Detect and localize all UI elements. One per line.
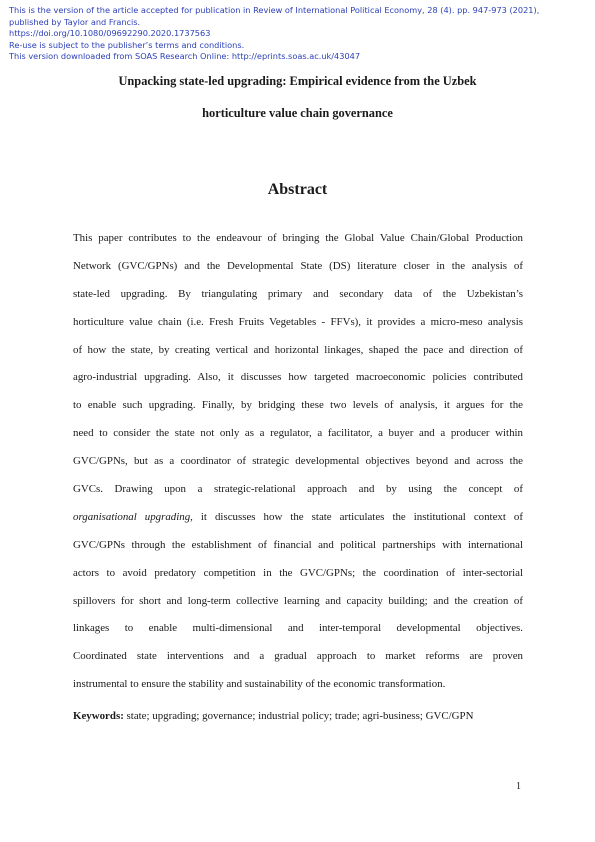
- abstract-text: instrumental to ensure the stability and sustainability of the economic transformation.: [73, 678, 446, 691]
- abstract-text: actors to avoid predatory competition in the GVC/GPNs; the coordination of inter-sectorial: [73, 566, 523, 579]
- keywords-label: Keywords:: [73, 710, 124, 722]
- abstract-line: [73, 671, 523, 699]
- abstract-text: spillovers for short and long-term collective learning and capacity building; and the creation of: [73, 594, 523, 607]
- abstract-text: GVC/GPNs through the establishment of financial and political partnerships with international: [73, 538, 523, 551]
- abstract-line: [73, 253, 523, 281]
- abstract-line: [73, 420, 523, 448]
- abstract-text: linkages to enable multi-dimensional and inter-temporal developmental objectives.: [73, 622, 523, 635]
- abstract-text: Coordinated state interventions and a gradual approach to market reforms are proven: [73, 650, 523, 663]
- abstract-line: [73, 309, 523, 337]
- abstract-line: [73, 392, 523, 420]
- keywords: [73, 710, 473, 722]
- repository-notice: [9, 5, 569, 63]
- abstract-text: Network (GVC/GPNs) and the Developmental State (DS) literature closer in the analysis of: [73, 259, 523, 272]
- abstract-line: [73, 588, 523, 616]
- repository-notice-line: Re-use is subject to the publisher’s terms and conditions.: [9, 39, 245, 50]
- keywords-text: state; upgrading; governance; industrial policy; trade; agri-business; GVC/GPN: [123, 710, 474, 722]
- abstract-line: [73, 476, 523, 504]
- abstract-text: GVC/GPNs, but as a coordinator of strategic developmental objectives beyond and across the: [73, 455, 523, 468]
- abstract-text: This paper contributes to the endeavour of bringing the Global Value Chain/Global Production: [73, 232, 523, 244]
- abstract-line: [73, 364, 523, 392]
- abstract-line: [73, 560, 523, 588]
- abstract-line: [73, 225, 523, 253]
- abstract-line: [73, 532, 523, 560]
- paper-title-line-1: Unpacking state-led upgrading: Empirical evidence from the Uzbek: [118, 74, 477, 88]
- repository-download-link[interactable]: This version downloaded from SOAS Research Online: http://eprints.soas.ac.uk/43047: [9, 51, 361, 62]
- abstract-italic-term: organisational upgrading: [73, 510, 191, 523]
- abstract-line: [73, 615, 523, 643]
- doi-link[interactable]: https://doi.org/10.1080/09692290.2020.1737563: [9, 28, 211, 39]
- abstract-line: [73, 448, 523, 476]
- abstract-line: [73, 643, 523, 671]
- paper-title-line-2: horticulture value chain governance: [202, 106, 393, 120]
- abstract-text: horticulture value chain (i.e. Fresh Fruits Vegetables - FFVs), it provides a micro-meso analysis: [73, 315, 523, 328]
- abstract-heading: Abstract: [267, 181, 328, 198]
- abstract-text: , it discusses how the state articulates the institutional context of: [190, 510, 523, 523]
- abstract-text: need to consider the state not only as a regulator, a facilitator, a buyer and a producer within: [73, 427, 523, 440]
- abstract-body: [73, 225, 523, 699]
- abstract-text: of how the state, by creating vertical and horizontal linkages, shaped the pace and direction of: [73, 343, 523, 356]
- abstract-line: [73, 337, 523, 365]
- repository-notice-line: published by Taylor and Francis.: [9, 16, 141, 27]
- abstract-text: state-led upgrading. By triangulating primary and secondary data of the Uzbekistan’s: [73, 287, 523, 300]
- abstract-text: to enable such upgrading. Finally, by bridging these two levels of analysis, it argues for the: [73, 399, 523, 412]
- abstract-line: [73, 504, 523, 532]
- abstract-text: agro-industrial upgrading. Also, it discusses how targeted macroeconomic policies contributed: [73, 371, 523, 384]
- page-number: 1: [516, 781, 521, 792]
- abstract-line: [73, 281, 523, 309]
- abstract-text: GVCs. Drawing upon a strategic-relational approach and by using the concept of: [73, 483, 523, 496]
- repository-notice-line: This is the version of the article accepted for publication in Review of International Political Economy, 28 (4). pp. 947-973 (2021),: [9, 5, 540, 15]
